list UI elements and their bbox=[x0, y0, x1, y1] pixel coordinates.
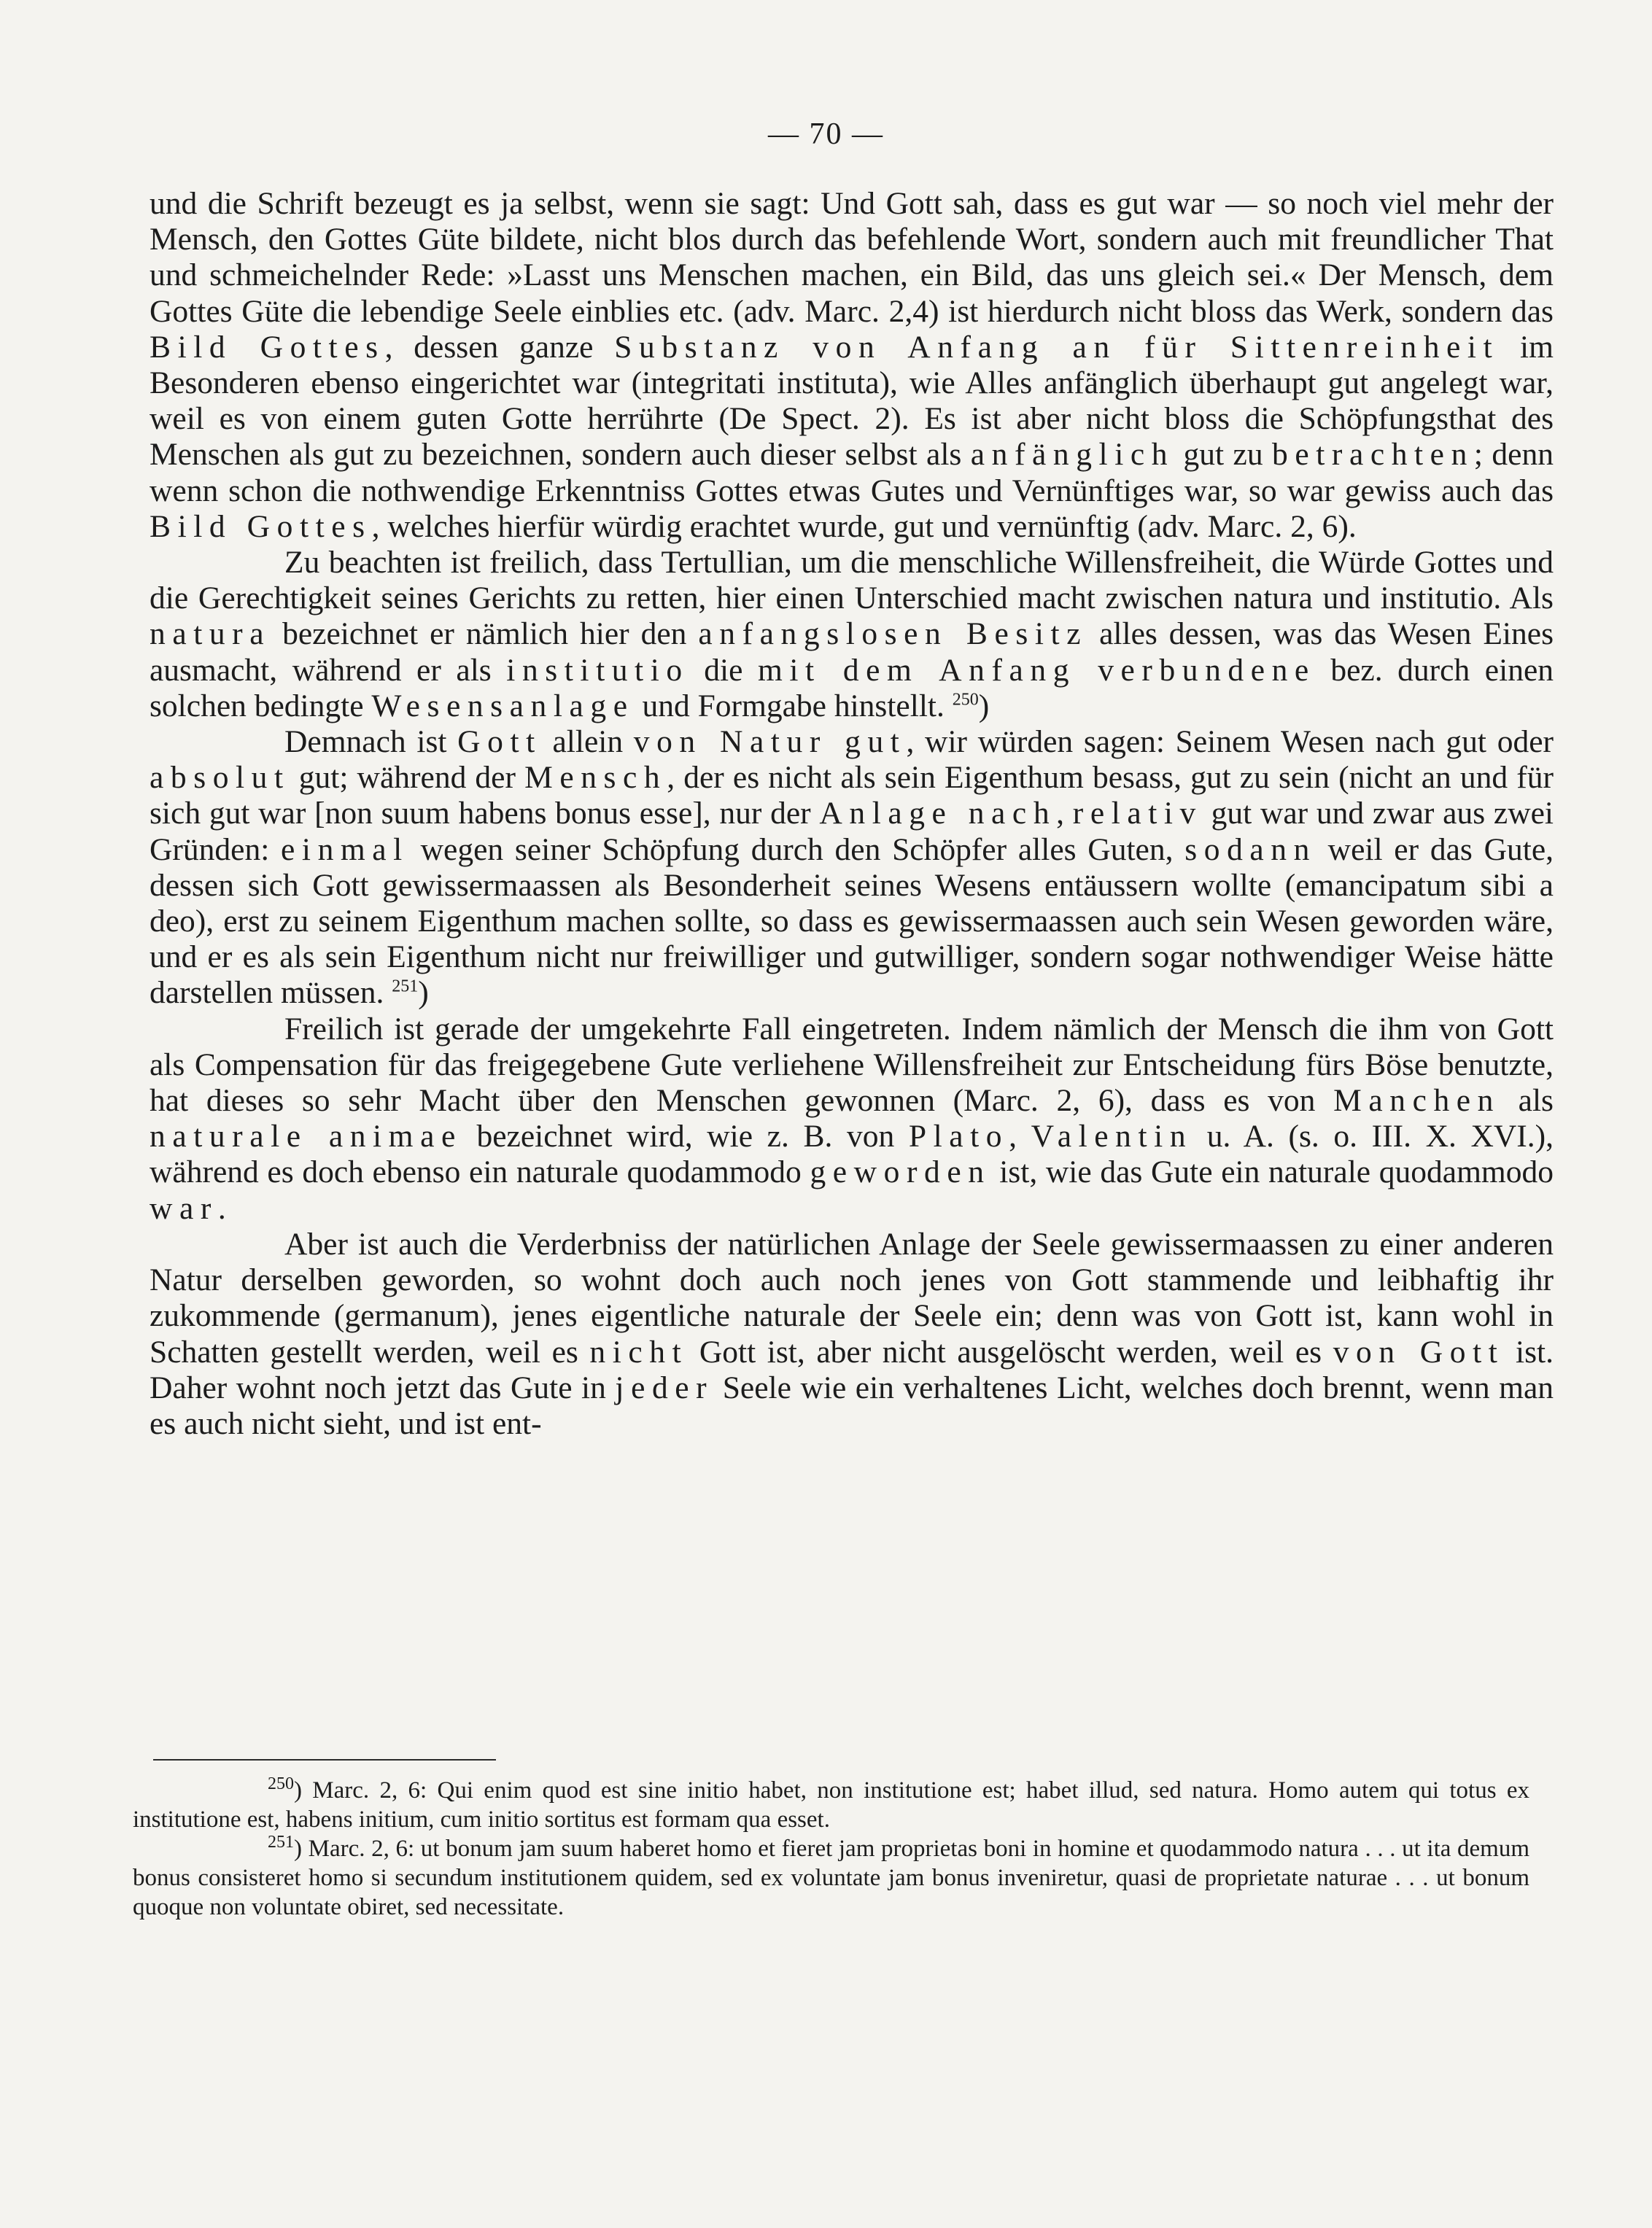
spaced-emphasis: war bbox=[150, 1190, 218, 1226]
spaced-emphasis: mit dem Anfang verbundene bbox=[757, 652, 1316, 688]
text-run: im Besonderen ebenso eingerichtet war (integritati instituta), wie Alles anfänglich überhaupt gut angelegt war, weil es von einem guten Gotte herrührte (De Spect. 2). Es ist aber nicht bloss die Schöpfungsthat des Menschen als gut zu bezeichnen, sondern auch dieser selbst als bbox=[150, 329, 1554, 473]
spaced-emphasis: nicht bbox=[589, 1334, 689, 1370]
spaced-emphasis: relativ bbox=[1072, 796, 1203, 831]
text-run: gut; während der bbox=[290, 760, 525, 796]
spaced-emphasis: Plato bbox=[908, 1119, 1009, 1154]
spaced-emphasis: jeder bbox=[615, 1370, 714, 1405]
paragraph-2 bbox=[150, 545, 1554, 724]
text-run: u. A. (s. o. III. X. XVI.), während es doch ebenso ein naturale quodammodo bbox=[150, 1119, 1554, 1190]
text-run: wegen seiner Schöpfung durch den Schöpfer alles Guten, bbox=[408, 831, 1185, 867]
text-run: und Formgabe hinstellt. bbox=[634, 688, 953, 723]
spaced-emphasis: Manchen bbox=[1333, 1083, 1500, 1119]
text-run: ist, wie das Gute ein naturale quodammodo bbox=[990, 1154, 1554, 1190]
paragraph-1 bbox=[150, 186, 1554, 545]
footnote-marker: 251 bbox=[268, 1833, 294, 1852]
spaced-emphasis: natura bbox=[150, 616, 271, 652]
spaced-emphasis: Bild Gottes bbox=[150, 508, 372, 544]
text-run: bezeichnet er nämlich hier den bbox=[271, 616, 699, 652]
text-run: , bbox=[1009, 1119, 1031, 1154]
spaced-emphasis: geworden bbox=[810, 1154, 991, 1190]
text-run: ) Marc. 2, 6: ut bonum jam suum haberet homo et fieret jam proprietas boni in homine et quodammodo natura . . . ut ita demum bonus consisteret homo si secundum institutionem quidem, sed ex voluntate jam bonus inveniretur, quasi de proprietate naturae . . . ut bonum quoque non voluntate obiret, sed necessitate. bbox=[133, 1836, 1529, 1920]
spaced-emphasis: absolut bbox=[150, 760, 290, 796]
paragraph-4 bbox=[150, 1012, 1554, 1227]
spaced-emphasis: Valentin bbox=[1031, 1119, 1193, 1154]
footnote-rule bbox=[153, 1759, 496, 1761]
footnote-marker: 250 bbox=[952, 690, 979, 710]
text-run: gut war und zwar aus zwei Gründen: bbox=[150, 796, 1554, 867]
text-run: ) bbox=[978, 688, 990, 723]
main-text bbox=[150, 186, 1554, 1442]
text-run: ist. Daher wohnt noch jetzt das Gute in bbox=[150, 1334, 1554, 1405]
text-run: weil er das Gute, dessen sich Gott gewissermaassen als Besonderheit seines Wesens entäussern wollte (emancipatum sibi a deo), erst zu seinem Eigenthum machen sollte, so dass es gewissermaassen auch sein Wesen geworden wäre, und er es als sein Eigenthum nicht nur freiwilliger und gutwilliger, sondern sogar nothwendiger Weise hätte darstellen müssen. bbox=[150, 831, 1554, 1011]
spaced-emphasis: sodann bbox=[1184, 831, 1316, 867]
spaced-emphasis: naturale animae bbox=[150, 1119, 462, 1154]
text-run: die bbox=[689, 652, 758, 688]
text-run: Aber ist auch die Verderbniss der natürlichen Anlage der Seele gewissermaassen zu einer anderen Natur derselben geworden, so wohnt doch auch noch jenes von Gott stammende und leibhaftig ihr zukommende (germanum), jenes eigentliche naturale der Seele ein; denn was von Gott ist, kann wohl in Schatten gestellt werden, weil es bbox=[150, 1226, 1554, 1370]
text-run: ; denn wenn schon die nothwendige Erkenntniss Gottes etwas Gutes und Vernünftiges war, so war gewiss auch das bbox=[150, 437, 1554, 508]
footnote-marker: 251 bbox=[392, 977, 419, 996]
spaced-emphasis: Anlage nach bbox=[819, 796, 1057, 831]
text-run: bez. durch einen solchen bedingte bbox=[150, 652, 1554, 723]
text-run: als bbox=[1500, 1083, 1554, 1119]
text-run: alles dessen, was das Wesen Eines ausmacht, während er als bbox=[150, 616, 1554, 688]
spaced-emphasis: einmal bbox=[281, 831, 409, 867]
text-run: ) Marc. 2, 6: Qui enim quod est sine initio habet, non institutione est; habet illud, sed natura. Homo autem qui totus ex institutione est, habens initium, cum initio sortitus est formam qua esset. bbox=[133, 1777, 1529, 1833]
spaced-emphasis: institutio bbox=[506, 652, 689, 688]
text-run: allein bbox=[541, 724, 634, 760]
spaced-emphasis: Substanz von Anfang an für Sittenreinheit bbox=[614, 329, 1500, 365]
text-run: Gott ist, aber nicht ausgelöscht werden, weil es bbox=[688, 1334, 1333, 1370]
spaced-emphasis: von Natur gut bbox=[633, 724, 907, 760]
text-run: ) bbox=[418, 975, 429, 1011]
text-run: gut zu bbox=[1174, 437, 1273, 473]
text-run: , wir würden sagen: Seinem Wesen nach gut oder bbox=[906, 724, 1554, 760]
spaced-emphasis: anfangslosen Besitz bbox=[698, 616, 1088, 652]
text-run: Demnach ist bbox=[284, 724, 458, 760]
text-run: Freilich ist gerade der umgekehrte Fall eingetreten. Indem nämlich der Mensch die ihm von Gott als Compensation für das freigegebene Gute verliehene Willensfreiheit zur Entscheidung fürs Böse benutzte, hat dieses so sehr Macht über den Menschen gewonnen (Marc. 2, 6), dass es von bbox=[150, 1011, 1554, 1119]
text-run: , welches hierfür würdig erachtet wurde, gut und vernünftig (adv. Marc. 2, 6). bbox=[371, 508, 1357, 544]
footnote-251 bbox=[133, 1834, 1529, 1922]
text-run: , dessen ganze bbox=[384, 329, 615, 365]
spaced-emphasis: Gott bbox=[457, 724, 542, 760]
paragraph-5 bbox=[150, 1227, 1554, 1442]
text-run: . bbox=[217, 1190, 226, 1226]
spaced-emphasis: betrachten bbox=[1272, 437, 1474, 473]
text-run: , der es nicht als sein Eigenthum besass, gut zu sein (nicht an und für sich gut war [non suum habens bonus esse], nur der bbox=[150, 760, 1554, 831]
spaced-emphasis: anfänglich bbox=[970, 437, 1175, 473]
footnote-250 bbox=[133, 1776, 1529, 1834]
footnote-marker: 250 bbox=[268, 1774, 294, 1793]
spaced-emphasis: Bild Gottes bbox=[150, 329, 385, 365]
spaced-emphasis: Mensch bbox=[524, 760, 667, 796]
text-run: Seele wie ein verhaltenes Licht, welches doch brennt, wenn man es auch nicht sieht, und ist ent- bbox=[150, 1370, 1554, 1441]
spaced-emphasis: Wesensanlage bbox=[371, 688, 635, 723]
text-run: bezeichnet wird, wie z. B. von bbox=[462, 1119, 909, 1154]
paragraph-3 bbox=[150, 724, 1554, 1012]
text-run: Zu beachten ist freilich, dass Tertullian, um die menschliche Willensfreiheit, die Würde Gottes und die Gerechtigkeit seines Gerichts zu retten, hier einen Unterschied macht zwischen natura und institutio. Als bbox=[150, 545, 1554, 616]
page-number: — 70 — bbox=[768, 117, 884, 151]
text-run: und die Schrift bezeugt es ja selbst, wenn sie sagt: Und Gott sah, dass es gut war — so noch viel mehr der Mensch, den Gottes Güte bildete, nicht blos durch das befehlende Wort, sondern auch mit freundlicher That und schmeichelnder Rede: »Lasst uns Menschen machen, ein Bild, das uns gleich sei.« Der Mensch, dem Gottes Güte die lebendige Seele einblies etc. (adv. Marc. 2,4) ist hierdurch nicht bloss das Werk, sondern das bbox=[150, 186, 1554, 329]
spaced-emphasis: von Gott bbox=[1333, 1334, 1505, 1370]
footnotes bbox=[133, 1776, 1529, 1922]
text-run: , bbox=[1056, 796, 1073, 831]
